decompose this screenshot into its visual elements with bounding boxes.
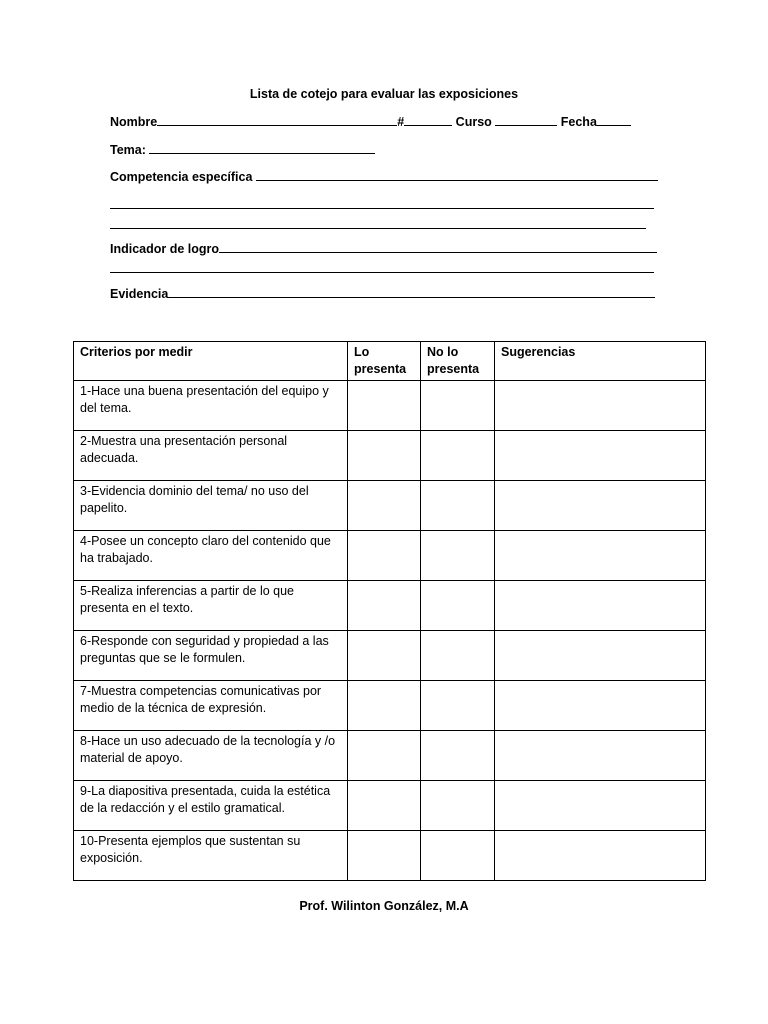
- criterio-cell: 1-Hace una buena presentación del equipo y del tema.: [74, 381, 348, 431]
- evidencia-row: [110, 284, 655, 302]
- table-row: [74, 481, 706, 531]
- sugerencias-cell[interactable]: [495, 631, 706, 681]
- competencia-row: [110, 167, 658, 185]
- tema-label: Tema:: [110, 143, 146, 157]
- no-lo-presenta-cell[interactable]: [421, 531, 495, 581]
- checklist-table: [73, 341, 706, 881]
- lo-presenta-cell[interactable]: [348, 781, 421, 831]
- fecha-label: Fecha: [560, 115, 597, 129]
- sugerencias-cell[interactable]: [495, 731, 706, 781]
- competencia-line-3[interactable]: [110, 228, 646, 229]
- header-sugerencias: Sugerencias: [495, 342, 706, 381]
- sugerencias-cell[interactable]: [495, 681, 706, 731]
- indicador-blank[interactable]: [219, 239, 657, 253]
- sugerencias-cell[interactable]: [495, 531, 706, 581]
- curso-label: Curso: [455, 115, 492, 129]
- header-no-lo-presenta: No lo presenta: [421, 342, 495, 381]
- curso-blank[interactable]: [495, 112, 557, 126]
- indicador-row: [110, 239, 657, 257]
- no-lo-presenta-cell[interactable]: [421, 431, 495, 481]
- competencia-line-2[interactable]: [110, 208, 654, 209]
- lo-presenta-cell[interactable]: [348, 631, 421, 681]
- lo-presenta-cell[interactable]: [348, 431, 421, 481]
- no-lo-presenta-cell[interactable]: [421, 581, 495, 631]
- table-row: [74, 831, 706, 881]
- criterio-cell: 7-Muestra competencias comunicativas por medio de la técnica de expresión.: [74, 681, 348, 731]
- lo-presenta-cell[interactable]: [348, 531, 421, 581]
- competencia-blank[interactable]: [256, 167, 658, 181]
- sugerencias-cell[interactable]: [495, 781, 706, 831]
- header-criterios: Criterios por medir: [74, 342, 348, 381]
- table-row: [74, 781, 706, 831]
- lo-presenta-cell[interactable]: [348, 581, 421, 631]
- lo-presenta-cell[interactable]: [348, 681, 421, 731]
- evidencia-label: Evidencia: [110, 287, 169, 301]
- no-lo-presenta-cell[interactable]: [421, 731, 495, 781]
- lo-presenta-cell[interactable]: [348, 731, 421, 781]
- table-row: [74, 681, 706, 731]
- no-lo-presenta-cell[interactable]: [421, 781, 495, 831]
- sugerencias-cell[interactable]: [495, 581, 706, 631]
- criterio-cell: 2-Muestra una presentación personal adecuada.: [74, 431, 348, 481]
- author-signature: Prof. Wilinton González, M.A: [299, 899, 469, 913]
- numero-blank[interactable]: [404, 112, 452, 126]
- no-lo-presenta-cell[interactable]: [421, 381, 495, 431]
- sugerencias-cell[interactable]: [495, 481, 706, 531]
- indicador-line-2[interactable]: [110, 272, 654, 273]
- tema-row: [110, 140, 375, 158]
- no-lo-presenta-cell[interactable]: [421, 681, 495, 731]
- table-row: [74, 731, 706, 781]
- table-row: [74, 631, 706, 681]
- competencia-label: Competencia específica: [110, 170, 253, 184]
- no-lo-presenta-cell[interactable]: [421, 831, 495, 881]
- table-row: [74, 581, 706, 631]
- nombre-blank[interactable]: [157, 112, 397, 126]
- sugerencias-cell[interactable]: [495, 831, 706, 881]
- criterio-cell: 3-Evidencia dominio del tema/ no uso del papelito.: [74, 481, 348, 531]
- evidencia-blank[interactable]: [168, 284, 655, 298]
- criterio-cell: 6-Responde con seguridad y propiedad a las preguntas que se le formulen.: [74, 631, 348, 681]
- criterio-cell: 9-La diapositiva presentada, cuida la estética de la redacción y el estilo gramatical.: [74, 781, 348, 831]
- tema-blank[interactable]: [149, 140, 375, 154]
- table-row: [74, 431, 706, 481]
- lo-presenta-cell[interactable]: [348, 381, 421, 431]
- criterio-cell: 4-Posee un concepto claro del contenido que ha trabajado.: [74, 531, 348, 581]
- sugerencias-cell[interactable]: [495, 431, 706, 481]
- indicador-label: Indicador de logro: [110, 242, 220, 256]
- lo-presenta-cell[interactable]: [348, 831, 421, 881]
- nombre-label: Nombre: [110, 115, 158, 129]
- criterio-cell: 5-Realiza inferencias a partir de lo que presenta en el texto.: [74, 581, 348, 631]
- criterio-cell: 10-Presenta ejemplos que sustentan su exposición.: [74, 831, 348, 881]
- sugerencias-cell[interactable]: [495, 381, 706, 431]
- table-header-row: [74, 342, 706, 381]
- criterio-cell: 8-Hace un uso adecuado de la tecnología y /o material de apoyo.: [74, 731, 348, 781]
- no-lo-presenta-cell[interactable]: [421, 481, 495, 531]
- document-title: Lista de cotejo para evaluar las exposiciones: [249, 87, 519, 101]
- no-lo-presenta-cell[interactable]: [421, 631, 495, 681]
- nombre-row: [110, 112, 631, 130]
- lo-presenta-cell[interactable]: [348, 481, 421, 531]
- fecha-blank[interactable]: [597, 112, 631, 126]
- table-row: [74, 531, 706, 581]
- header-lo-presenta: Lo presenta: [348, 342, 421, 381]
- table-row: [74, 381, 706, 431]
- numero-label: #: [397, 115, 405, 129]
